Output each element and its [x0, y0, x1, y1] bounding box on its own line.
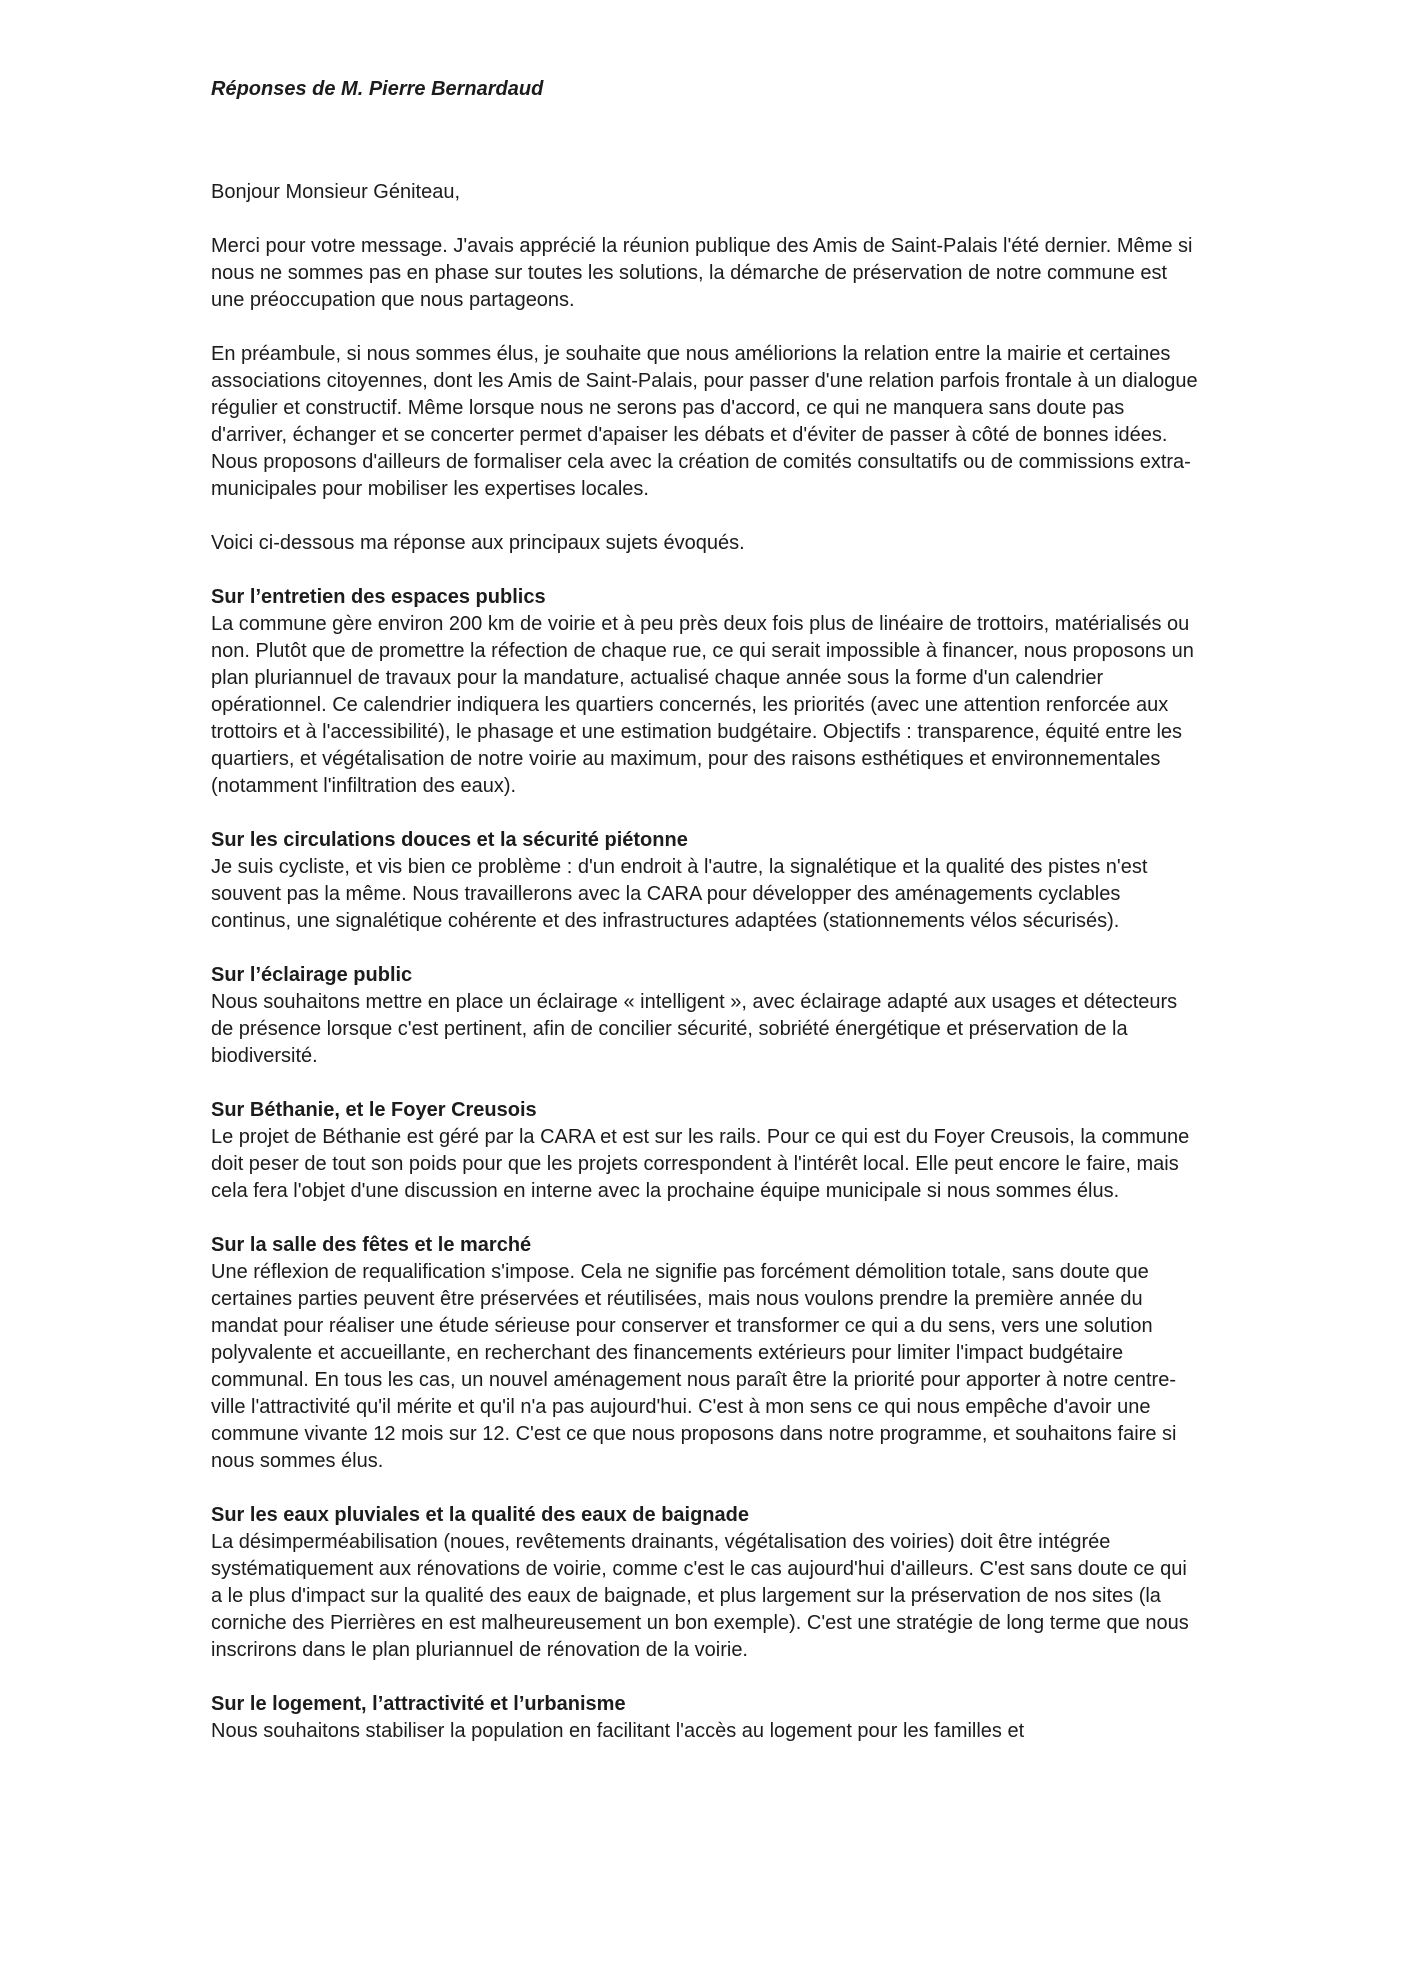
section-eaux-pluviales-baignade — [211, 1502, 1201, 1664]
section-body: Nous souhaitons mettre en place un éclairage « intelligent », avec éclairage adapté aux usages et détecteurs de présence lorsque c'est pertinent, afin de concilier sécurité, sobriété énergétique et préservation de la biodiversité. — [211, 991, 1178, 1067]
intro-paragraph-preambule: En préambule, si nous sommes élus, je souhaite que nous améliorions la relation entre la mairie et certaines associations citoyennes, dont les Amis de Saint-Palais, pour passer d'une relation parfois frontale à un dialogue régulier et constructif. Même lorsque nous ne serons pas d'accord, ce qui ne manquera sans doute pas d'arriver, échanger et se concerter permet d'apaiser les débats et d'éviter de passer à côté de bonnes idées. Nous proposons d'ailleurs de formaliser cela avec la création de comités consultatifs ou de commissions extra-municipales pour mobiliser les expertises locales. — [211, 343, 1198, 500]
section-circulations-douces — [211, 827, 1201, 935]
section-heading: Sur les eaux pluviales et la qualité des eaux de baignade — [211, 1504, 749, 1526]
section-body: La commune gère environ 200 km de voirie et à peu près deux fois plus de linéaire de trottoirs, matérialisés ou non. Plutôt que de promettre la réfection de chaque rue, ce qui serait impossible à financer, nous proposons un plan pluriannuel de travaux pour la mandature, actualisé chaque année sous la forme d'un calendrier opérationnel. Ce calendrier indiquera les quartiers concernés, les priorités (avec une attention renforcée aux trottoirs et à l'accessibilité), le phasage et une estimation budgétaire. Objectifs : transparence, équité entre les quartiers, et végétalisation de notre voirie au maximum, pour des raisons esthétiques et environnementales (notamment l'infiltration des eaux). — [211, 613, 1194, 797]
section-body: Le projet de Béthanie est géré par la CARA et est sur les rails. Pour ce qui est du Foyer Creusois, la commune doit peser de tout son poids pour que les projets correspondent à l'intérêt local. Elle peut encore le faire, mais cela fera l'objet d'une discussion en interne avec la prochaine équipe municipale si nous sommes élus. — [211, 1126, 1190, 1202]
section-eclairage-public — [211, 962, 1201, 1070]
section-entretien-espaces-publics — [211, 584, 1201, 800]
section-salle-des-fetes-marche — [211, 1232, 1201, 1475]
section-bethanie-foyer-creusois — [211, 1097, 1201, 1205]
section-logement-urbanisme — [211, 1691, 1201, 1745]
section-heading: Sur les circulations douces et la sécurité piétonne — [211, 829, 688, 851]
section-body: Je suis cycliste, et vis bien ce problème : d'un endroit à l'autre, la signalétique et la qualité des pistes n'est souvent pas la même. Nous travaillerons avec la CARA pour développer des aménagements cyclables continus, une signalétique cohérente et des infrastructures adaptées (stationnements vélos sécurisés). — [211, 856, 1148, 932]
document-title: Réponses de M. Pierre Bernardaud — [211, 78, 544, 100]
intro-paragraph-voici: Voici ci-dessous ma réponse aux principaux sujets évoqués. — [211, 532, 745, 554]
section-body: Une réflexion de requalification s'impose. Cela ne signifie pas forcément démolition totale, sans doute que certaines parties peuvent être préservées et réutilisées, mais nous voulons prendre la première année du mandat pour réaliser une étude sérieuse pour conserver et transformer ce qui a du sens, vers une solution polyvalente et accueillante, en recherchant des financements extérieurs pour limiter l'impact budgétaire communal. En tous les cas, un nouvel aménagement nous paraît être la priorité pour apporter à notre centre-ville l'attractivité qu'il mérite et qu'il n'a pas aujourd'hui. C'est à mon sens ce qui nous empêche d'avoir une commune vivante 12 mois sur 12. C'est ce que nous proposons dans notre programme, et souhaitons faire si nous sommes élus. — [211, 1261, 1177, 1472]
section-heading: Sur l’éclairage public — [211, 964, 413, 986]
section-heading: Sur l’entretien des espaces publics — [211, 586, 546, 608]
section-heading: Sur la salle des fêtes et le marché — [211, 1234, 532, 1256]
intro-paragraph-thanks: Merci pour votre message. J'avais apprécié la réunion publique des Amis de Saint-Palais l'été dernier. Même si nous ne sommes pas en phase sur toutes les solutions, la démarche de préservation de notre commune est une préoccupation que nous partageons. — [211, 235, 1193, 311]
section-heading: Sur le logement, l’attractivité et l’urbanisme — [211, 1693, 626, 1715]
section-heading: Sur Béthanie, et le Foyer Creusois — [211, 1099, 537, 1121]
greeting-line: Bonjour Monsieur Géniteau, — [211, 181, 461, 203]
section-body: La désimperméabilisation (noues, revêtements drainants, végétalisation des voiries) doit être intégrée systématiquement aux rénovations de voirie, comme c'est le cas aujourd'hui d'ailleurs. C'est sans doute ce qui a le plus d'impact sur la qualité des eaux de baignade, et plus largement sur la préservation de nos sites (la corniche des Pierrières en est malheureusement un bon exemple). C'est une stratégie de long terme que nous inscrirons dans le plan pluriannuel de rénovation de la voirie. — [211, 1531, 1189, 1661]
section-body: Nous souhaitons stabiliser la population en facilitant l'accès au logement pour les familles et — [211, 1720, 1025, 1742]
